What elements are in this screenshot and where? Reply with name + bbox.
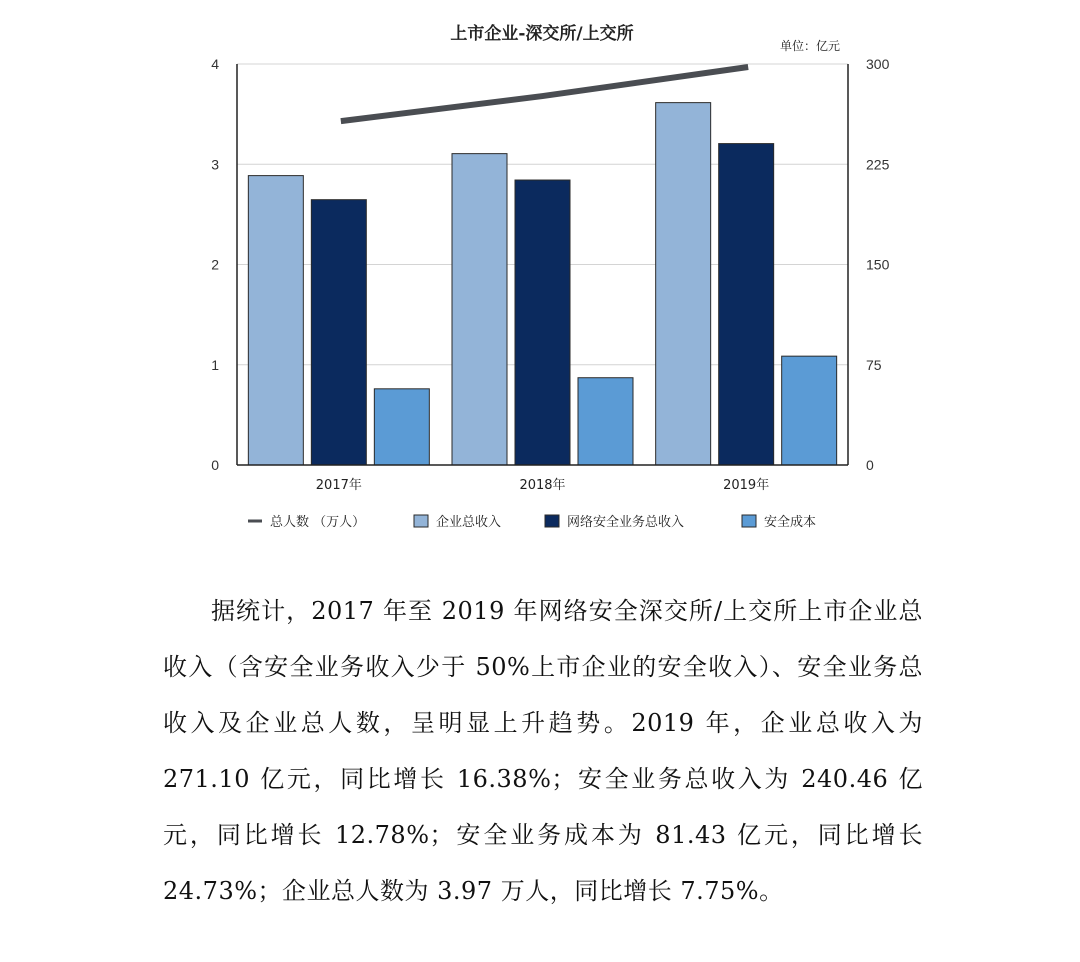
legend-label: 企业总收入 — [436, 515, 502, 530]
legend-swatch — [742, 515, 756, 527]
right-tick-label: 75 — [866, 356, 882, 373]
legend-label: 总人数 （万人） — [270, 515, 366, 530]
bar — [782, 356, 837, 465]
legend-swatch — [545, 515, 559, 527]
unit-label: 单位：亿元 — [779, 39, 840, 53]
bar — [311, 200, 366, 465]
legend — [248, 514, 816, 530]
right-tick-label: 150 — [866, 256, 890, 273]
bar — [578, 378, 633, 465]
left-tick-label: 1 — [211, 356, 219, 373]
left-tick-label: 2 — [211, 256, 219, 273]
bar — [248, 176, 303, 465]
right-tick-label: 225 — [866, 156, 890, 173]
legend-swatch — [414, 515, 428, 527]
chart-title: 上市企业-深交所/上交所 — [450, 24, 634, 44]
bar — [719, 144, 774, 465]
bar — [452, 154, 507, 465]
bar — [515, 180, 570, 465]
category-label: 2017年 — [315, 478, 362, 493]
category-label: 2018年 — [519, 478, 566, 493]
left-tick-label: 0 — [211, 457, 219, 473]
bar — [374, 389, 429, 465]
legend-label: 网络安全业务总收入 — [567, 515, 685, 530]
legend-label: 安全成本 — [764, 515, 817, 530]
right-tick-label: 0 — [866, 457, 874, 473]
category-label: 2019年 — [723, 478, 770, 493]
left-tick-label: 3 — [211, 156, 219, 173]
left-tick-label: 4 — [211, 56, 219, 72]
right-tick-label: 300 — [866, 56, 890, 72]
bars — [248, 103, 836, 465]
summary-paragraph: 据统计，2017 年至 2019 年网络安全深交所/上交所上市企业总收入（含安全业务收入少于 50%上市企业的安全收入）、安全业务总收入及企业总人数，呈明显上升趋势。2019 年，企业总收入为 271.10 亿元，同比增长 16.38%；安全业务总收入为 240.46 亿元，同比增长 12.78%；安全业务成本为 81.43 亿元，同比增长 24.73%；企业总人数为 3.97 万人，同比增长 7.75%。 — [163, 597, 923, 905]
bar — [656, 103, 711, 465]
